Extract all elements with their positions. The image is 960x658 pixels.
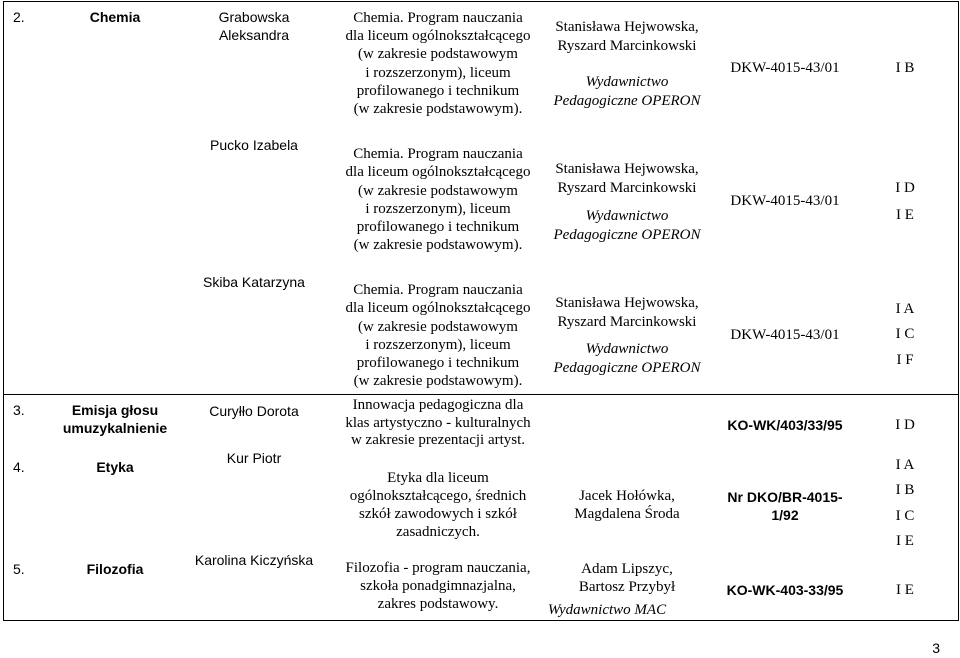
approval-number: KO-WK-403-33/95 <box>726 582 844 598</box>
approval-number: KO-WK/403/33/95 <box>727 417 843 433</box>
class-label: I B <box>895 60 915 76</box>
row-divider <box>3 394 958 395</box>
subject-name: Chemia <box>89 9 141 25</box>
subject-name: Etyka <box>96 459 134 475</box>
table-border-right <box>958 1 959 621</box>
approval-number: DKW-4015-43/01 <box>730 327 840 343</box>
row-number: 4. <box>13 459 25 475</box>
row-number: 2. <box>13 9 25 25</box>
table-border-bottom <box>3 620 958 621</box>
teacher-name: Grabowska <box>218 9 290 25</box>
teacher-name: Pucko Izabela <box>210 137 298 153</box>
teacher-name: Aleksandra <box>218 27 290 43</box>
class-label: I C <box>895 326 915 342</box>
row-number: 3. <box>13 402 25 418</box>
teacher-name: Skiba Katarzyna <box>203 274 305 290</box>
table-border-top <box>3 1 958 2</box>
page-number: 3 <box>932 640 940 656</box>
class-label: I D <box>895 417 915 433</box>
table-border-left <box>3 1 4 621</box>
approval-number: DKW-4015-43/01 <box>730 60 840 76</box>
class-label: I C <box>895 508 915 524</box>
class-label: I A <box>895 301 915 317</box>
class-label: I E <box>896 207 914 223</box>
teacher-name: Karolina Kiczyńska <box>194 552 314 568</box>
teacher-name: Curyłło Dorota <box>209 403 299 419</box>
subject-name: Filozofia <box>86 561 144 577</box>
approval-number: DKW-4015-43/01 <box>730 193 840 209</box>
class-label: I E <box>896 582 914 598</box>
class-label: I A <box>895 457 915 473</box>
document-page: 2. Chemia Grabowska Aleksandra Chemia. Program nauczania dla liceum ogólnokształcącego (w zakresie podstawowym i rozszerzonym), liceum profilowanego i technikum (w zakresie podstawowym). Stanisława Hejwowska, Ryszard Marcinkowski Wydawnictwo Pedagogiczne OPERON DKW-4015-43/01 I B Pucko Izabela Chemia. Program nauczania dla liceum ogólnokształcącego (w zakresie podstawowym i rozszerzonym), liceum profilowanego i technikum (w zakresie podstawowym). Stanisława Hejwowska, Ryszard Marcinkowski Wydawnictwo Pedagogiczne OPERON DKW-4015-43/01 I D I E Skiba Katarzyna Chemia. Program nauczania dla liceum ogólnokształcącego (w zakresie podstawowym i rozszerzonym), liceum profilowanego i technikum (w zakresie podstawowym). Stanisława Hejwowska, Ryszard Marcinkowski Wydawnictwo Pedagogiczne OPERON DKW-4015-43/01 I A I C I F 3. Emisja głosu umuzykalnienie Curyłło Dorota Innowacja pedagogiczna dla klas artystyczno - kulturalnych w zakresie prezentacji artyst. KO-WK/403/33/95 I D 4. Etyka Kur Piotr Etyka dla liceum ogólnokształcącego, średnich szkół zawodowych i szkół zasadniczych. Jacek Hołówka, Magdalena Środa Nr DKO/BR-4015- 1/92 I A I B I C I E 5. Filozofia Karolina Kiczyńska Filozofia - program nauczania, szkoła ponadgimnazjalna, zakres podstawowy. Adam Lipszyc, Bartosz Przybył Wydawnictwo MAC KO-WK-403-33/95 I E 3 <box>0 0 960 658</box>
class-label: I E <box>896 533 914 549</box>
class-label: I D <box>895 180 915 196</box>
teacher-name: Kur Piotr <box>226 450 282 466</box>
class-label: I F <box>896 352 914 368</box>
publisher: Wydawnictwo MAC <box>547 602 667 618</box>
class-label: I B <box>895 482 915 498</box>
row-number: 5. <box>13 561 25 577</box>
